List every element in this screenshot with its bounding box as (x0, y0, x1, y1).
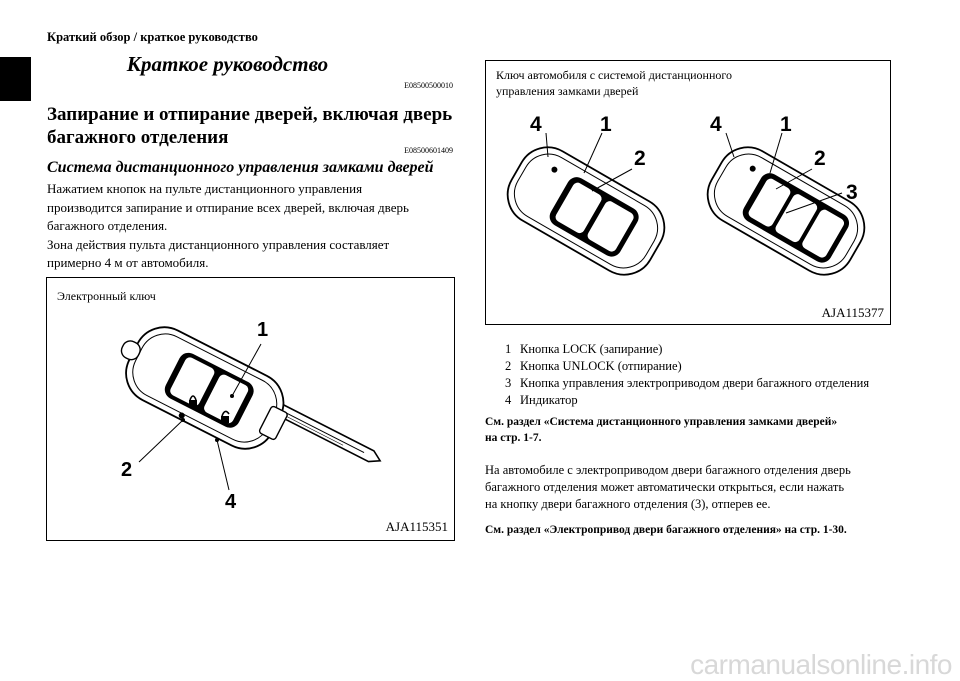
callout-label-3: 3 (846, 181, 858, 204)
section-code: E08500601409 (404, 146, 453, 155)
paragraph-line: Зона действия пульта дистанционного управления составляет (47, 236, 390, 252)
cross-reference-link[interactable]: См. раздел «Электропривод двери багажного отделения» на стр. 1-30. (485, 524, 847, 536)
paragraph-line: На автомобиле с электроприводом двери багажного отделения дверь (485, 463, 851, 477)
watermark: carmanualsonline.info (690, 649, 952, 680)
section-heading-line: багажного отделения (47, 127, 229, 148)
paragraph-line: на кнопку двери багажного отделения (3), отперев ее. (485, 497, 771, 511)
legend-item: 1 Кнопка LOCK (запирание) (505, 342, 663, 356)
legend-item: 3 Кнопка управления электроприводом двери багажного отделения (505, 376, 870, 390)
key-fob-body (105, 311, 299, 461)
three-button-fob (697, 136, 876, 285)
callout-label-2: 2 (121, 459, 133, 481)
page-title: Краткое руководство (126, 52, 329, 76)
paragraph-line: багажного отделения может автоматически открыться, если нажать (485, 480, 845, 494)
title-code: E08500500010 (404, 81, 453, 90)
paragraph-line: багажного отделения. (47, 218, 168, 233)
legend-item: 2 Кнопка UNLOCK (отпирание) (505, 359, 682, 373)
subsection-paragraph (47, 180, 457, 273)
cross-reference-link[interactable]: См. раздел «Система дистанционного управления замками дверей» на стр. 1-7. (485, 416, 838, 444)
callout-label-2: 2 (634, 147, 646, 170)
callout-label-4: 4 (710, 113, 722, 136)
figure-code: AJA115377 (821, 305, 884, 320)
paragraph-line: примерно 4 м от автомобиля. (47, 255, 209, 270)
section-heading-line: Запирание и отпирание дверей, включая дверь (47, 104, 453, 125)
paragraph-line: Нажатием кнопок на пульте дистанционного управления (47, 181, 363, 196)
callout-legend (505, 341, 869, 409)
legend-item: 4 Индикатор (505, 393, 578, 407)
caption-line: управления замками дверей (496, 84, 639, 98)
figure-caption: Электронный ключ (57, 289, 156, 303)
two-button-fob (497, 136, 676, 285)
caption-line: Ключ автомобиля с системой дистанционного (496, 68, 733, 82)
figure-electronic-key (46, 277, 455, 541)
callout-label-1: 1 (780, 113, 792, 136)
callout-label-1: 1 (257, 319, 269, 341)
electronic-key-illustration (47, 278, 454, 540)
tailgate-paragraph (485, 462, 905, 513)
page-header-breadcrumb: Краткий обзор / краткое руководство (47, 30, 258, 44)
figure-remote-key-fobs (485, 60, 891, 325)
leader-line-2 (139, 420, 183, 462)
leader-line-4 (217, 440, 229, 490)
callout-label-4: 4 (530, 113, 542, 136)
callout-label-4: 4 (225, 491, 237, 513)
callout-label-2: 2 (814, 147, 826, 170)
figure-code: AJA115351 (385, 519, 448, 534)
subsection-heading: Система дистанционного управления замками дверей (47, 159, 434, 176)
paragraph-line: производится запирание и отпирание всех дверей, включая дверь (47, 199, 409, 215)
callout-label-1: 1 (600, 113, 612, 136)
remote-fobs-illustration (486, 61, 890, 324)
section-heading (47, 103, 452, 149)
